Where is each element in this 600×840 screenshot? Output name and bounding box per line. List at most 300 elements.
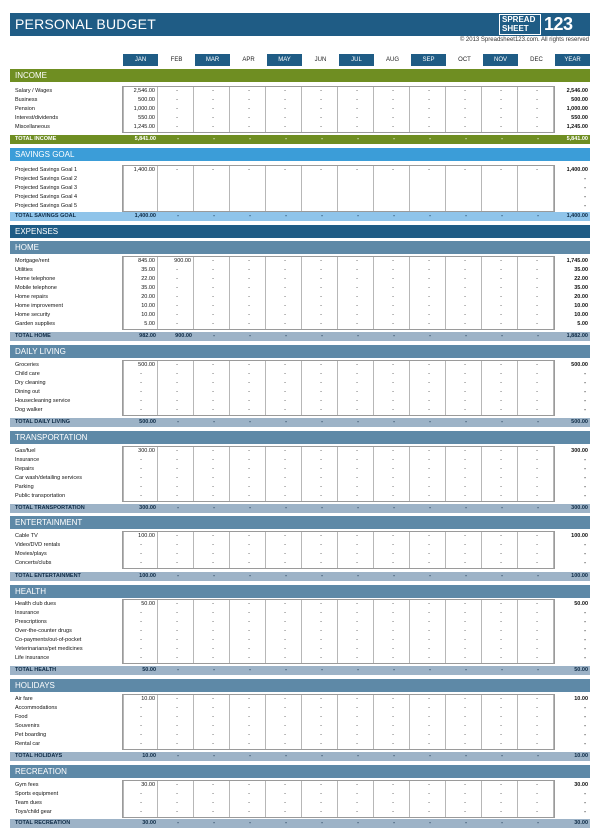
cell-jan[interactable]: 1,400.00	[123, 166, 158, 175]
cell-apr[interactable]: -	[231, 96, 266, 105]
cell-apr[interactable]: -	[231, 636, 266, 645]
cell-dec[interactable]: -	[519, 781, 554, 790]
cell-dec[interactable]: -	[519, 600, 554, 609]
cell-sep[interactable]: -	[411, 740, 446, 749]
cell-aug[interactable]: -	[375, 704, 410, 713]
cell-aug[interactable]	[375, 175, 410, 184]
cell-nov[interactable]: -	[483, 275, 518, 284]
cell-dec[interactable]: -	[519, 609, 554, 618]
cell-mar[interactable]: -	[195, 361, 230, 370]
cell-mar[interactable]	[195, 202, 230, 211]
cell-apr[interactable]: -	[231, 492, 266, 501]
cell-jul[interactable]: -	[339, 320, 374, 329]
cell-jun[interactable]: -	[303, 740, 338, 749]
cell-jul[interactable]: -	[339, 618, 374, 627]
cell-jul[interactable]: -	[339, 114, 374, 123]
cell-sep[interactable]: -	[411, 361, 446, 370]
cell-oct[interactable]: -	[447, 695, 482, 704]
cell-may[interactable]: -	[267, 808, 302, 817]
cell-aug[interactable]: -	[375, 781, 410, 790]
cell-nov[interactable]: -	[483, 87, 518, 96]
cell-nov[interactable]: -	[483, 320, 518, 329]
cell-jan[interactable]: -	[123, 654, 158, 663]
cell-jul[interactable]	[339, 202, 374, 211]
cell-aug[interactable]: -	[375, 379, 410, 388]
cell-sep[interactable]: -	[411, 275, 446, 284]
cell-feb[interactable]	[159, 202, 194, 211]
cell-sep[interactable]: -	[411, 96, 446, 105]
cell-dec[interactable]	[519, 175, 554, 184]
cell-aug[interactable]: -	[375, 541, 410, 550]
cell-jul[interactable]: -	[339, 302, 374, 311]
cell-jun[interactable]	[303, 202, 338, 211]
cell-dec[interactable]: -	[519, 114, 554, 123]
cell-jan[interactable]: -	[123, 465, 158, 474]
cell-jul[interactable]: -	[339, 532, 374, 541]
cell-jan[interactable]: -	[123, 704, 158, 713]
cell-apr[interactable]: -	[231, 799, 266, 808]
cell-aug[interactable]: -	[375, 790, 410, 799]
cell-apr[interactable]: -	[231, 406, 266, 415]
cell-oct[interactable]: -	[447, 320, 482, 329]
cell-nov[interactable]: -	[483, 559, 518, 568]
cell-apr[interactable]: -	[231, 284, 266, 293]
cell-feb[interactable]	[159, 193, 194, 202]
cell-jun[interactable]: -	[303, 808, 338, 817]
cell-aug[interactable]: -	[375, 618, 410, 627]
cell-feb[interactable]: -	[159, 447, 194, 456]
cell-may[interactable]: -	[267, 266, 302, 275]
cell-sep[interactable]: -	[411, 550, 446, 559]
cell-nov[interactable]: -	[483, 266, 518, 275]
cell-nov[interactable]	[483, 175, 518, 184]
cell-nov[interactable]: -	[483, 618, 518, 627]
cell-feb[interactable]: -	[159, 370, 194, 379]
cell-jan[interactable]: 500.00	[123, 361, 158, 370]
cell-sep[interactable]: -	[411, 284, 446, 293]
cell-aug[interactable]: -	[375, 808, 410, 817]
cell-oct[interactable]: -	[447, 609, 482, 618]
cell-sep[interactable]: -	[411, 645, 446, 654]
cell-nov[interactable]: -	[483, 114, 518, 123]
cell-dec[interactable]: -	[519, 465, 554, 474]
cell-sep[interactable]	[411, 202, 446, 211]
cell-oct[interactable]: -	[447, 397, 482, 406]
cell-sep[interactable]: -	[411, 465, 446, 474]
cell-may[interactable]: -	[267, 618, 302, 627]
cell-may[interactable]: -	[267, 320, 302, 329]
cell-sep[interactable]: -	[411, 808, 446, 817]
cell-aug[interactable]	[375, 202, 410, 211]
cell-aug[interactable]: -	[375, 465, 410, 474]
cell-may[interactable]: -	[267, 370, 302, 379]
cell-apr[interactable]: -	[231, 618, 266, 627]
cell-jan[interactable]: -	[123, 550, 158, 559]
cell-jan[interactable]	[123, 184, 158, 193]
cell-jul[interactable]: -	[339, 799, 374, 808]
cell-dec[interactable]: -	[519, 713, 554, 722]
cell-sep[interactable]: -	[411, 704, 446, 713]
cell-jul[interactable]: -	[339, 257, 374, 266]
cell-oct[interactable]: -	[447, 600, 482, 609]
cell-dec[interactable]: -	[519, 123, 554, 132]
cell-dec[interactable]: -	[519, 397, 554, 406]
cell-nov[interactable]: -	[483, 311, 518, 320]
cell-mar[interactable]: -	[195, 532, 230, 541]
cell-dec[interactable]: -	[519, 541, 554, 550]
cell-sep[interactable]: -	[411, 123, 446, 132]
cell-aug[interactable]: -	[375, 713, 410, 722]
cell-nov[interactable]: -	[483, 257, 518, 266]
cell-may[interactable]: -	[267, 166, 302, 175]
cell-mar[interactable]	[195, 193, 230, 202]
cell-mar[interactable]: -	[195, 370, 230, 379]
cell-aug[interactable]: -	[375, 492, 410, 501]
cell-feb[interactable]: -	[159, 123, 194, 132]
cell-jan[interactable]: -	[123, 722, 158, 731]
cell-jul[interactable]: -	[339, 559, 374, 568]
cell-dec[interactable]: -	[519, 474, 554, 483]
cell-aug[interactable]: -	[375, 397, 410, 406]
cell-feb[interactable]: -	[159, 293, 194, 302]
cell-aug[interactable]: -	[375, 388, 410, 397]
cell-jun[interactable]	[303, 175, 338, 184]
cell-jul[interactable]: -	[339, 600, 374, 609]
cell-feb[interactable]: -	[159, 799, 194, 808]
cell-nov[interactable]: -	[483, 388, 518, 397]
cell-jul[interactable]: -	[339, 645, 374, 654]
cell-mar[interactable]: -	[195, 636, 230, 645]
cell-feb[interactable]: -	[159, 704, 194, 713]
cell-jun[interactable]: -	[303, 600, 338, 609]
cell-nov[interactable]: -	[483, 654, 518, 663]
cell-apr[interactable]: -	[231, 361, 266, 370]
cell-jun[interactable]: -	[303, 695, 338, 704]
cell-apr[interactable]: -	[231, 541, 266, 550]
cell-may[interactable]: -	[267, 492, 302, 501]
cell-apr[interactable]	[231, 175, 266, 184]
cell-nov[interactable]: -	[483, 600, 518, 609]
cell-dec[interactable]: -	[519, 618, 554, 627]
cell-may[interactable]	[267, 175, 302, 184]
cell-jul[interactable]: -	[339, 550, 374, 559]
cell-mar[interactable]: -	[195, 397, 230, 406]
cell-mar[interactable]: -	[195, 695, 230, 704]
cell-sep[interactable]: -	[411, 266, 446, 275]
cell-nov[interactable]: -	[483, 713, 518, 722]
cell-nov[interactable]: -	[483, 474, 518, 483]
cell-may[interactable]: -	[267, 704, 302, 713]
cell-nov[interactable]	[483, 202, 518, 211]
cell-sep[interactable]	[411, 184, 446, 193]
cell-jan[interactable]: 10.00	[123, 311, 158, 320]
cell-nov[interactable]: -	[483, 799, 518, 808]
cell-dec[interactable]: -	[519, 311, 554, 320]
cell-oct[interactable]: -	[447, 790, 482, 799]
cell-mar[interactable]: -	[195, 266, 230, 275]
cell-may[interactable]: -	[267, 105, 302, 114]
cell-mar[interactable]: -	[195, 618, 230, 627]
cell-feb[interactable]: -	[159, 713, 194, 722]
cell-oct[interactable]: -	[447, 618, 482, 627]
cell-may[interactable]: -	[267, 532, 302, 541]
cell-jan[interactable]: -	[123, 790, 158, 799]
cell-feb[interactable]: -	[159, 740, 194, 749]
cell-sep[interactable]	[411, 175, 446, 184]
cell-nov[interactable]: -	[483, 704, 518, 713]
cell-aug[interactable]: -	[375, 96, 410, 105]
cell-jan[interactable]: 550.00	[123, 114, 158, 123]
cell-jan[interactable]: -	[123, 645, 158, 654]
cell-sep[interactable]: -	[411, 559, 446, 568]
cell-oct[interactable]: -	[447, 361, 482, 370]
cell-oct[interactable]: -	[447, 645, 482, 654]
cell-may[interactable]: -	[267, 87, 302, 96]
cell-jul[interactable]: -	[339, 284, 374, 293]
cell-mar[interactable]: -	[195, 379, 230, 388]
cell-aug[interactable]	[375, 193, 410, 202]
cell-apr[interactable]	[231, 184, 266, 193]
cell-may[interactable]: -	[267, 600, 302, 609]
cell-apr[interactable]: -	[231, 87, 266, 96]
cell-jun[interactable]: -	[303, 483, 338, 492]
cell-feb[interactable]: -	[159, 627, 194, 636]
cell-feb[interactable]: -	[159, 266, 194, 275]
cell-jul[interactable]: -	[339, 87, 374, 96]
cell-jan[interactable]: -	[123, 406, 158, 415]
cell-feb[interactable]: -	[159, 105, 194, 114]
cell-oct[interactable]: -	[447, 87, 482, 96]
cell-dec[interactable]: -	[519, 257, 554, 266]
cell-nov[interactable]: -	[483, 609, 518, 618]
cell-jul[interactable]	[339, 175, 374, 184]
cell-aug[interactable]: -	[375, 361, 410, 370]
cell-aug[interactable]: -	[375, 456, 410, 465]
cell-apr[interactable]: -	[231, 257, 266, 266]
cell-sep[interactable]: -	[411, 311, 446, 320]
cell-oct[interactable]: -	[447, 654, 482, 663]
cell-mar[interactable]: -	[195, 302, 230, 311]
cell-dec[interactable]: -	[519, 790, 554, 799]
cell-oct[interactable]: -	[447, 447, 482, 456]
cell-jun[interactable]: -	[303, 636, 338, 645]
cell-oct[interactable]: -	[447, 105, 482, 114]
cell-sep[interactable]: -	[411, 320, 446, 329]
cell-apr[interactable]: -	[231, 731, 266, 740]
cell-sep[interactable]: -	[411, 379, 446, 388]
cell-apr[interactable]: -	[231, 550, 266, 559]
cell-nov[interactable]: -	[483, 532, 518, 541]
cell-aug[interactable]: -	[375, 370, 410, 379]
cell-aug[interactable]: -	[375, 474, 410, 483]
cell-nov[interactable]: -	[483, 166, 518, 175]
cell-dec[interactable]: -	[519, 645, 554, 654]
cell-oct[interactable]	[447, 184, 482, 193]
cell-mar[interactable]: -	[195, 550, 230, 559]
cell-mar[interactable]: -	[195, 627, 230, 636]
cell-sep[interactable]: -	[411, 492, 446, 501]
cell-nov[interactable]: -	[483, 636, 518, 645]
cell-jun[interactable]: -	[303, 492, 338, 501]
cell-aug[interactable]: -	[375, 114, 410, 123]
cell-jun[interactable]: -	[303, 275, 338, 284]
cell-mar[interactable]: -	[195, 456, 230, 465]
cell-jun[interactable]: -	[303, 114, 338, 123]
cell-aug[interactable]: -	[375, 87, 410, 96]
cell-aug[interactable]: -	[375, 731, 410, 740]
cell-nov[interactable]: -	[483, 397, 518, 406]
cell-may[interactable]: -	[267, 123, 302, 132]
cell-sep[interactable]: -	[411, 627, 446, 636]
cell-dec[interactable]: -	[519, 166, 554, 175]
cell-feb[interactable]: -	[159, 379, 194, 388]
cell-oct[interactable]: -	[447, 388, 482, 397]
cell-apr[interactable]: -	[231, 114, 266, 123]
cell-dec[interactable]: -	[519, 550, 554, 559]
cell-feb[interactable]: -	[159, 87, 194, 96]
cell-sep[interactable]: -	[411, 532, 446, 541]
cell-jul[interactable]: -	[339, 166, 374, 175]
cell-aug[interactable]: -	[375, 123, 410, 132]
cell-apr[interactable]: -	[231, 302, 266, 311]
cell-feb[interactable]: -	[159, 483, 194, 492]
cell-sep[interactable]: -	[411, 474, 446, 483]
cell-may[interactable]: -	[267, 731, 302, 740]
cell-jul[interactable]: -	[339, 713, 374, 722]
cell-apr[interactable]: -	[231, 781, 266, 790]
cell-dec[interactable]	[519, 184, 554, 193]
cell-jul[interactable]: -	[339, 275, 374, 284]
cell-mar[interactable]: -	[195, 740, 230, 749]
cell-may[interactable]: -	[267, 559, 302, 568]
cell-jul[interactable]: -	[339, 406, 374, 415]
cell-jun[interactable]: -	[303, 627, 338, 636]
cell-aug[interactable]: -	[375, 654, 410, 663]
cell-jun[interactable]: -	[303, 799, 338, 808]
cell-mar[interactable]	[195, 175, 230, 184]
cell-aug[interactable]: -	[375, 105, 410, 114]
cell-oct[interactable]: -	[447, 465, 482, 474]
cell-may[interactable]: -	[267, 114, 302, 123]
cell-apr[interactable]: -	[231, 483, 266, 492]
cell-jan[interactable]: 30.00	[123, 781, 158, 790]
cell-jul[interactable]	[339, 193, 374, 202]
cell-jan[interactable]: -	[123, 559, 158, 568]
cell-jun[interactable]: -	[303, 559, 338, 568]
cell-feb[interactable]: -	[159, 397, 194, 406]
cell-feb[interactable]: -	[159, 456, 194, 465]
cell-oct[interactable]: -	[447, 532, 482, 541]
cell-oct[interactable]: -	[447, 114, 482, 123]
cell-mar[interactable]: -	[195, 474, 230, 483]
cell-dec[interactable]: -	[519, 379, 554, 388]
cell-mar[interactable]: -	[195, 799, 230, 808]
cell-dec[interactable]: -	[519, 627, 554, 636]
cell-may[interactable]: -	[267, 790, 302, 799]
cell-apr[interactable]: -	[231, 320, 266, 329]
cell-feb[interactable]: -	[159, 654, 194, 663]
cell-aug[interactable]: -	[375, 799, 410, 808]
cell-nov[interactable]: -	[483, 790, 518, 799]
cell-oct[interactable]: -	[447, 731, 482, 740]
cell-jul[interactable]	[339, 184, 374, 193]
cell-apr[interactable]: -	[231, 275, 266, 284]
cell-aug[interactable]: -	[375, 266, 410, 275]
cell-aug[interactable]: -	[375, 166, 410, 175]
cell-apr[interactable]: -	[231, 609, 266, 618]
cell-oct[interactable]: -	[447, 722, 482, 731]
cell-sep[interactable]: -	[411, 456, 446, 465]
cell-jan[interactable]: 500.00	[123, 96, 158, 105]
cell-jul[interactable]: -	[339, 740, 374, 749]
cell-feb[interactable]: -	[159, 731, 194, 740]
cell-may[interactable]: -	[267, 781, 302, 790]
cell-jun[interactable]	[303, 184, 338, 193]
cell-may[interactable]: -	[267, 722, 302, 731]
cell-oct[interactable]: -	[447, 275, 482, 284]
cell-dec[interactable]: -	[519, 406, 554, 415]
cell-sep[interactable]: -	[411, 406, 446, 415]
cell-oct[interactable]: -	[447, 713, 482, 722]
cell-feb[interactable]: -	[159, 361, 194, 370]
cell-nov[interactable]: -	[483, 293, 518, 302]
cell-jan[interactable]: -	[123, 379, 158, 388]
cell-dec[interactable]: -	[519, 388, 554, 397]
cell-feb[interactable]: -	[159, 311, 194, 320]
cell-apr[interactable]: -	[231, 695, 266, 704]
cell-jun[interactable]: -	[303, 361, 338, 370]
cell-mar[interactable]: -	[195, 722, 230, 731]
cell-jun[interactable]: -	[303, 370, 338, 379]
cell-jan[interactable]: 1,245.00	[123, 123, 158, 132]
cell-dec[interactable]: -	[519, 87, 554, 96]
cell-dec[interactable]: -	[519, 370, 554, 379]
cell-jun[interactable]: -	[303, 123, 338, 132]
cell-dec[interactable]: -	[519, 105, 554, 114]
cell-mar[interactable]: -	[195, 447, 230, 456]
cell-apr[interactable]: -	[231, 704, 266, 713]
cell-nov[interactable]: -	[483, 550, 518, 559]
cell-may[interactable]: -	[267, 311, 302, 320]
cell-sep[interactable]: -	[411, 166, 446, 175]
cell-sep[interactable]: -	[411, 722, 446, 731]
cell-jan[interactable]: -	[123, 541, 158, 550]
cell-jan[interactable]: 100.00	[123, 532, 158, 541]
cell-jun[interactable]: -	[303, 609, 338, 618]
cell-dec[interactable]: -	[519, 695, 554, 704]
cell-jun[interactable]: -	[303, 541, 338, 550]
cell-nov[interactable]: -	[483, 456, 518, 465]
cell-jul[interactable]: -	[339, 609, 374, 618]
cell-may[interactable]: -	[267, 284, 302, 293]
cell-nov[interactable]: -	[483, 627, 518, 636]
cell-jun[interactable]: -	[303, 618, 338, 627]
cell-feb[interactable]: -	[159, 695, 194, 704]
cell-oct[interactable]: -	[447, 740, 482, 749]
cell-jul[interactable]: -	[339, 483, 374, 492]
cell-mar[interactable]: -	[195, 541, 230, 550]
cell-sep[interactable]: -	[411, 302, 446, 311]
cell-jul[interactable]: -	[339, 474, 374, 483]
cell-dec[interactable]: -	[519, 284, 554, 293]
cell-jun[interactable]: -	[303, 781, 338, 790]
cell-jun[interactable]: -	[303, 704, 338, 713]
cell-may[interactable]: -	[267, 465, 302, 474]
cell-feb[interactable]: 900.00	[159, 257, 194, 266]
cell-mar[interactable]: -	[195, 790, 230, 799]
cell-mar[interactable]: -	[195, 483, 230, 492]
cell-feb[interactable]: -	[159, 808, 194, 817]
